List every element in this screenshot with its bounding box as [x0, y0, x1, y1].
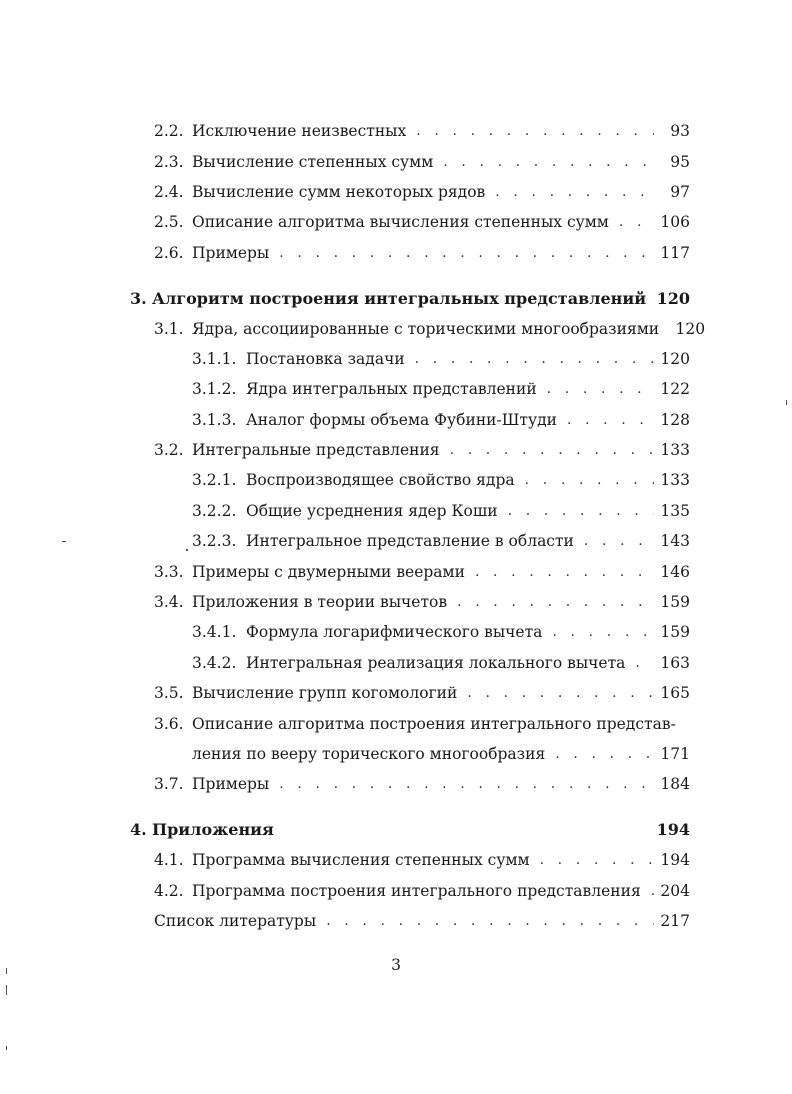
toc-entry-title: Вычисление сумм некоторых рядов — [192, 182, 486, 201]
toc-entry-title: Ядра интегральных представлений — [246, 380, 537, 399]
toc-chapter-title: Приложения — [152, 820, 274, 840]
toc-entry-number: 4.1. — [154, 851, 184, 870]
toc-entry-page: 95 — [670, 152, 690, 171]
dot-leader — [508, 503, 654, 519]
dot-leader — [416, 123, 654, 139]
toc-entry — [130, 435, 690, 465]
toc-entry-page: 184 — [660, 775, 690, 794]
toc-entry-title: Описание алгоритма построения интегрального представ- — [192, 714, 676, 733]
toc-subentry — [130, 648, 690, 678]
toc-entry-number: 3.1.1. — [192, 349, 237, 368]
toc-chapter — [130, 283, 690, 313]
toc-entry — [130, 875, 690, 905]
table-of-contents — [130, 116, 706, 936]
toc-entry-page: 128 — [660, 410, 690, 429]
toc-entry-bibliography — [130, 906, 690, 936]
toc-entry-multiline — [130, 708, 690, 738]
toc-chapter-page: 194 — [656, 820, 690, 840]
dot-leader — [525, 472, 654, 488]
dot-leader — [443, 154, 654, 170]
toc-entry-title: Вычисление степенных сумм — [192, 152, 434, 171]
toc-entry-continuation — [130, 739, 690, 769]
toc-subentry — [130, 465, 690, 495]
scan-speck — [6, 985, 7, 995]
toc-entry-page: 204 — [660, 881, 690, 900]
toc-entry-number: 3.5. — [154, 684, 184, 703]
toc-entry-page: 159 — [660, 593, 690, 612]
toc-entry-title: Список литературы — [154, 911, 317, 930]
toc-entry-page: 120 — [675, 319, 706, 338]
toc-entry — [130, 769, 690, 799]
toc-entry-title: Исключение неизвестных — [192, 122, 407, 141]
toc-entry-number: 3.4.2. — [192, 653, 237, 672]
dot-leader — [547, 381, 654, 397]
toc-entry-title: Примеры — [192, 775, 270, 794]
toc-subentry — [130, 344, 690, 374]
toc-entry-number: 3.2. — [154, 441, 184, 460]
toc-subentry — [130, 405, 690, 435]
dot-leader — [555, 746, 654, 762]
toc-entry-page: 165 — [660, 684, 690, 703]
toc-chapter-title: Алгоритм построения интегральных представлений — [152, 288, 647, 308]
toc-entry — [130, 238, 690, 268]
toc-entry-title-continued: ления по вееру торического многообразия — [192, 745, 546, 763]
toc-subentry — [130, 496, 690, 526]
scan-speck — [62, 541, 66, 542]
dot-leader — [326, 913, 654, 929]
toc-entry-number: 3.4. — [154, 593, 184, 612]
toc-entry-title: Воспроизводящее свойство ядра — [246, 471, 515, 490]
toc-entry-number: 2.5. — [154, 213, 184, 232]
toc-entry — [130, 845, 690, 875]
toc-entry-title: Программа построения интегрального представления — [192, 881, 641, 900]
toc-entry-number: 2.4. — [154, 182, 184, 201]
toc-entry-number: 3.1.3. — [192, 410, 237, 429]
dot-leader — [467, 685, 654, 701]
dot-leader — [619, 214, 654, 230]
toc-entry — [130, 313, 706, 343]
toc-entry-title: Интегральная реализация локального вычета — [246, 653, 626, 672]
toc-entry-page: 120 — [660, 349, 690, 368]
dot-leader — [475, 564, 654, 580]
toc-entry — [130, 556, 690, 586]
toc-entry-page: 117 — [660, 243, 690, 262]
toc-chapter-number: 4. — [130, 820, 147, 840]
dot-leader — [552, 624, 654, 640]
scan-speck — [786, 400, 787, 405]
toc-entry-page: 122 — [660, 380, 690, 399]
dot-leader — [450, 442, 654, 458]
toc-entry-page: 97 — [670, 182, 690, 201]
page-number: 3 — [391, 956, 401, 974]
toc-entry-title: Примеры с двумерными веерами — [192, 562, 465, 581]
scan-speck — [6, 968, 7, 974]
toc-entry-title: Описание алгоритма вычисления степенных сумм — [192, 213, 609, 232]
toc-entry-number: 3.2.2. — [192, 501, 237, 520]
toc-entry-title: Интегральные представления — [192, 441, 440, 460]
toc-entry-number: 3.1.2. — [192, 380, 237, 399]
toc-entry — [130, 177, 690, 207]
toc-entry — [130, 146, 690, 176]
toc-entry-number: 3.7. — [154, 775, 184, 794]
toc-entry-title: Программа вычисления степенных сумм — [192, 851, 530, 870]
dot-leader — [279, 776, 654, 792]
toc-entry-number: 2.6. — [154, 243, 184, 262]
toc-chapter-number: 3. — [130, 288, 147, 308]
toc-entry-page: 106 — [660, 213, 690, 232]
toc-entry — [130, 678, 690, 708]
scan-speck — [6, 1046, 7, 1050]
toc-entry-title: Приложения в теории вычетов — [192, 593, 448, 612]
toc-entry-title: Постановка задачи — [246, 349, 405, 368]
toc-entry-title: Интегральное представление в области — [246, 532, 574, 551]
toc-entry — [130, 207, 690, 237]
toc-subentry — [130, 374, 690, 404]
toc-entry-number: 3.2.3. — [192, 532, 237, 551]
toc-entry-page: 217 — [660, 911, 690, 930]
dot-leader — [540, 852, 654, 868]
scan-speck — [186, 549, 188, 551]
toc-entry-number: 3.2.1. — [192, 471, 237, 490]
toc-entry-title: Общие усреднения ядер Коши — [246, 501, 498, 520]
toc-entry-page: 171 — [660, 745, 690, 763]
toc-subentry — [130, 526, 690, 556]
toc-entry-title: Примеры — [192, 243, 270, 262]
toc-entry-page: 135 — [660, 501, 690, 520]
toc-entry-number: 3.1. — [154, 319, 184, 338]
toc-entry-number: 3.4.1. — [192, 623, 237, 642]
toc-entry-title: Ядра, ассоциированные с торическими многообразиями — [192, 319, 660, 338]
toc-chapter-page: 120 — [656, 288, 690, 308]
toc-entry-page: 163 — [660, 653, 690, 672]
toc-entry-number: 2.3. — [154, 152, 184, 171]
toc-entry-page: 93 — [670, 122, 690, 141]
toc-entry-number: 3.3. — [154, 562, 184, 581]
dot-leader — [457, 594, 654, 610]
dot-leader — [651, 883, 654, 899]
toc-entry — [130, 587, 690, 617]
toc-entry-title: Аналог формы объема Фубини-Штуди — [246, 410, 557, 429]
toc-entry-page: 133 — [660, 441, 690, 460]
dot-leader — [584, 533, 654, 549]
dot-leader — [635, 655, 654, 671]
toc-chapter — [130, 815, 690, 845]
toc-entry-page: 159 — [660, 623, 690, 642]
toc-entry-page: 194 — [660, 851, 690, 870]
toc-entry-title: Формула логарифмического вычета — [246, 623, 543, 642]
toc-entry — [130, 116, 690, 146]
toc-entry-title: Вычисление групп когомологий — [192, 684, 458, 703]
dot-leader — [279, 245, 654, 261]
toc-entry-number: 2.2. — [154, 122, 184, 141]
toc-entry-page: 146 — [660, 562, 690, 581]
toc-entry-number: 4.2. — [154, 881, 184, 900]
toc-subentry — [130, 617, 690, 647]
dot-leader — [415, 351, 654, 367]
toc-entry-page: 133 — [660, 471, 690, 490]
toc-entry-page: 143 — [660, 532, 690, 551]
toc-entry-number: 3.6. — [154, 714, 184, 733]
dot-leader — [495, 184, 654, 200]
dot-leader — [567, 412, 654, 428]
